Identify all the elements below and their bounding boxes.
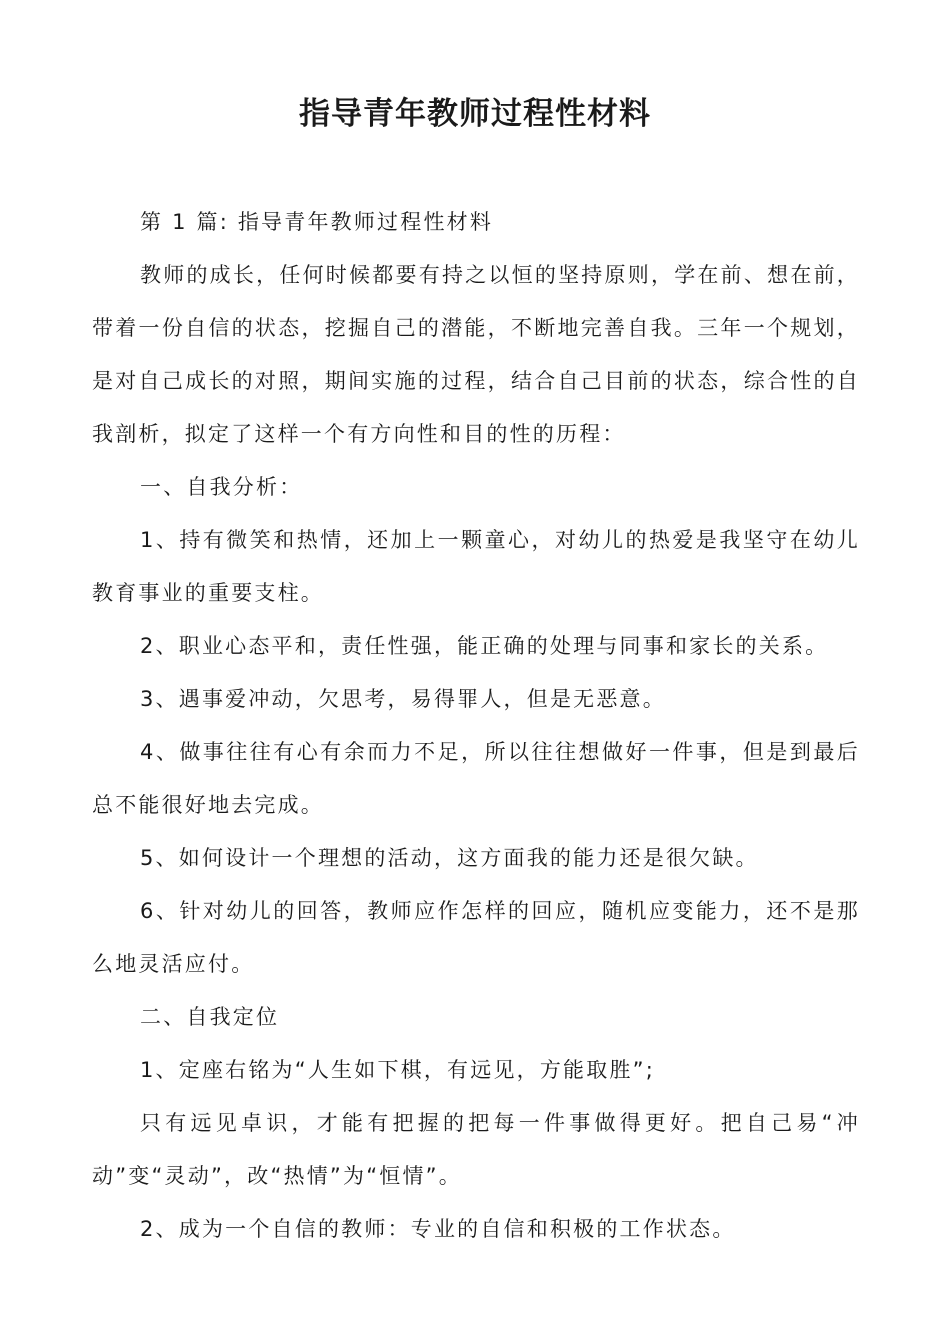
positioning-item-2: 2、成为一个自信的教师：专业的自信和积极的工作状态。 bbox=[140, 1217, 736, 1241]
analysis-item-5: 5、如何设计一个理想的活动，这方面我的能力还是很欠缺。 bbox=[140, 846, 759, 870]
analysis-item-2: 2、职业心态平和，责任性强，能正确的处理与同事和家长的关系。 bbox=[140, 634, 829, 658]
intro-paragraph: 教师的成长，任何时候都要有持之以恒的坚持原则，学在前、想在前，带着一份自信的状态，挖掘自己的潜能，不断地完善自我。三年一个规划，是对自己成长的对照，期间实施的过程，结合自己目前的状态，综合性的自我剖析，拟定了这样一个有方向性和目的性的历程： bbox=[92, 263, 860, 446]
positioning-item-1: 1、定座右铭为“人生如下棋，有远见，方能取胜”; bbox=[140, 1058, 655, 1082]
section-heading-self-positioning: 二、自我定位 bbox=[140, 1005, 280, 1029]
document-title: 指导青年教师过程性材料 bbox=[299, 96, 651, 132]
document-body bbox=[92, 196, 860, 1256]
section-heading-self-analysis: 一、自我分析： bbox=[140, 475, 303, 499]
analysis-item-6: 6、针对幼儿的回答，教师应作怎样的回应，随机应变能力，还不是那么地灵活应付。 bbox=[92, 899, 860, 976]
analysis-item-1: 1、持有微笑和热情，还加上一颗童心，对幼儿的热爱是我坚守在幼儿教育事业的重要支柱。 bbox=[92, 528, 860, 605]
chapter-heading: 第 1 篇: 指导青年教师过程性材料 bbox=[140, 210, 494, 234]
analysis-item-3: 3、遇事爱冲动，欠思考，易得罪人，但是无恶意。 bbox=[140, 687, 666, 711]
positioning-item-1-detail: 只有远见卓识，才能有把握的把每一件事做得更好。把自己易“冲动”变“灵动”，改“热情”为“恒情”。 bbox=[92, 1111, 860, 1188]
analysis-item-4: 4、做事往往有心有余而力不足，所以往往想做好一件事，但是到最后总不能很好地去完成。 bbox=[92, 740, 860, 817]
